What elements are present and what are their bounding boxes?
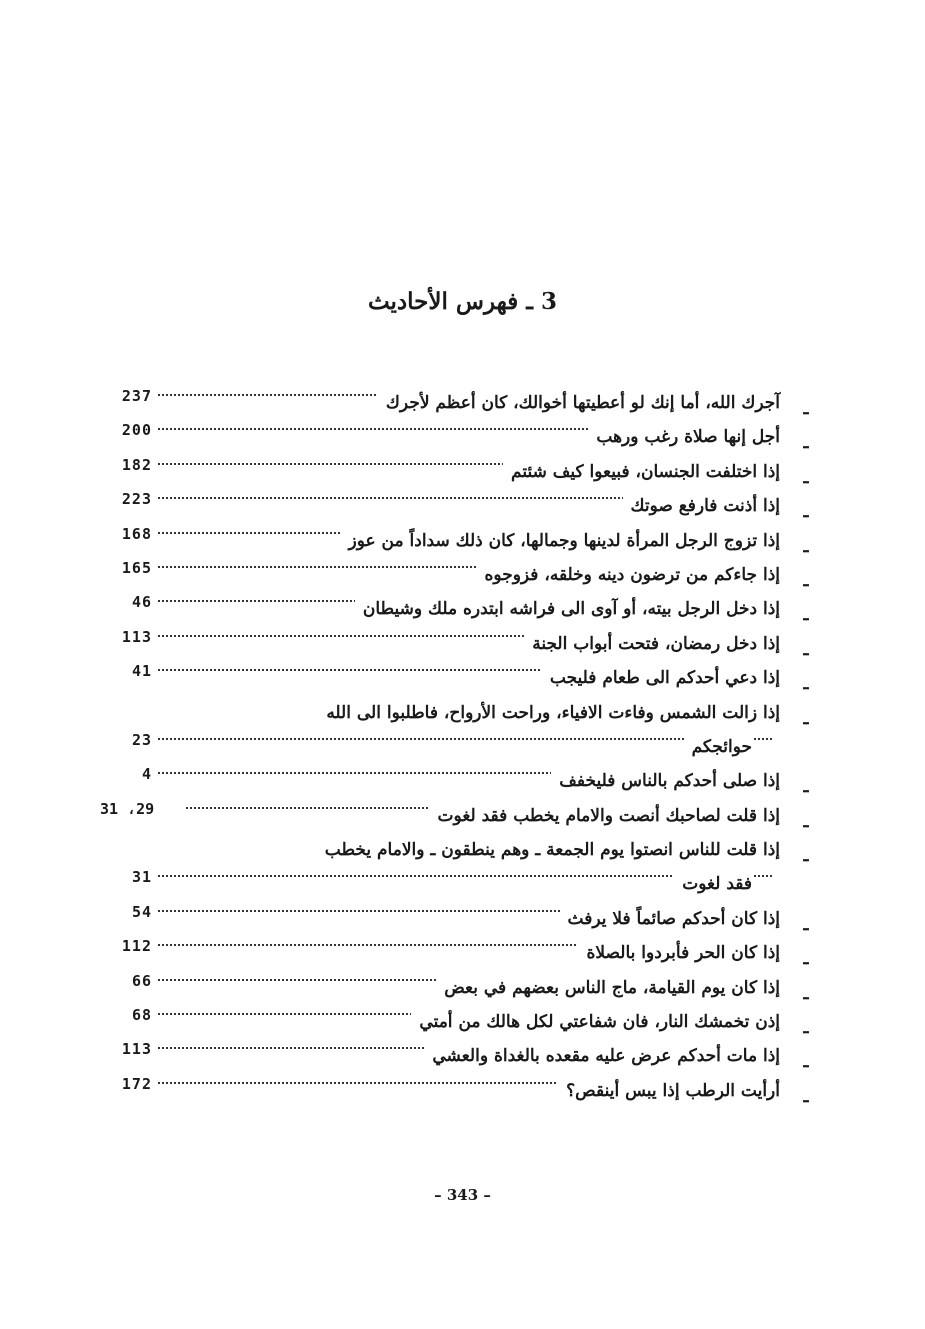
entry-page-number: 182 bbox=[100, 455, 158, 475]
entry-continuation bbox=[100, 730, 812, 764]
entry-page-number: 29، 31 bbox=[100, 799, 186, 819]
index-entry bbox=[100, 902, 812, 936]
entry-dash: ـ bbox=[803, 570, 809, 591]
entry-dash: ـ bbox=[803, 846, 809, 867]
index-entry bbox=[100, 971, 812, 1005]
entry-dash: ـ bbox=[803, 1052, 809, 1073]
entry-page-number: 200 bbox=[100, 420, 158, 440]
entry-text: إذا صلى أحدكم بالناس فليخفف bbox=[551, 764, 780, 798]
entry-text: إذا دخل رمضان، فتحت أبواب الجنة bbox=[524, 627, 780, 661]
entry-page-number: 113 bbox=[100, 627, 158, 647]
hadith-index-list bbox=[100, 386, 812, 1108]
entry-dash: ـ bbox=[803, 983, 809, 1004]
entry-text: أجل إنها صلاة رغب ورهب bbox=[588, 420, 780, 454]
index-entry bbox=[100, 627, 812, 661]
entry-text: إذا مات أحدكم عرض عليه مقعده بالغداة والعشي bbox=[424, 1039, 780, 1073]
entry-page-number: 46 bbox=[100, 592, 158, 612]
entry-page-number: 168 bbox=[100, 524, 158, 544]
index-entry bbox=[100, 764, 812, 798]
entry-continuation bbox=[100, 867, 812, 901]
entry-dash: ـ bbox=[803, 674, 809, 695]
entry-page-number: 165 bbox=[100, 558, 158, 578]
index-entry bbox=[100, 1074, 812, 1108]
index-entry bbox=[100, 1005, 812, 1039]
entry-dash: ـ bbox=[803, 811, 809, 832]
entry-text: آجرك الله، أما إنك لو أعطيتها أخوالك، كان أعظم لأجرك bbox=[378, 386, 780, 420]
entry-dash: ـ bbox=[803, 914, 809, 935]
entry-text: إذا كان الحر فأبردوا بالصلاة bbox=[578, 936, 780, 970]
entry-dash: ـ bbox=[803, 502, 809, 523]
index-entry bbox=[100, 420, 812, 454]
entry-page-number: 31 bbox=[100, 867, 158, 887]
index-entry bbox=[100, 558, 812, 592]
index-entry bbox=[100, 455, 812, 489]
entry-page-number: 4 bbox=[100, 764, 158, 784]
page-title: 3 ـ فهرس الأحاديث bbox=[367, 288, 558, 315]
index-entry bbox=[100, 1039, 812, 1073]
index-entry bbox=[100, 696, 812, 765]
index-entry bbox=[100, 524, 812, 558]
entry-text: إذا كان يوم القيامة، ماج الناس بعضهم في بعض bbox=[436, 971, 780, 1005]
entry-text-continuation: حوائجكم bbox=[684, 730, 752, 764]
entry-page-number: 113 bbox=[100, 1039, 158, 1059]
entry-text: إذا جاءكم من ترضون دينه وخلقه، فزوجوه bbox=[477, 558, 780, 592]
dot-leader bbox=[158, 738, 772, 740]
entry-text: إذا كان أحدكم صائماً فلا يرفث bbox=[560, 902, 780, 936]
entry-page-number: 68 bbox=[100, 1005, 158, 1025]
entry-dash: ـ bbox=[803, 433, 809, 454]
entry-text: إذا تزوج الرجل المرأة لدينها وجمالها، كان ذلك سداداً من عوز bbox=[341, 524, 781, 558]
entry-text: إذا اختلفت الجنسان، فبيعوا كيف شئتم bbox=[503, 455, 780, 489]
index-entry bbox=[100, 386, 812, 420]
entry-page-number: 223 bbox=[100, 489, 158, 509]
entry-page-number: 66 bbox=[100, 971, 158, 991]
entry-dash: ـ bbox=[803, 639, 809, 660]
entry-page-number: 41 bbox=[100, 661, 158, 681]
entry-text: إذا قلت لصاحبك أنصت والامام يخطب فقد لغوت bbox=[430, 799, 780, 833]
index-entry bbox=[100, 936, 812, 970]
entry-dash: ـ bbox=[803, 1086, 809, 1107]
entry-text: إذا دخل الرجل بيته، أو آوى الى فراشه ابتدره ملك وشيطان bbox=[355, 592, 780, 626]
entry-page-number: 23 bbox=[100, 730, 158, 750]
entry-text: إذا قلت للناس انصتوا يوم الجمعة ـ وهم ينطقون ـ والامام يخطب bbox=[317, 833, 780, 867]
entry-dash: ـ bbox=[803, 708, 809, 729]
index-entry bbox=[100, 661, 812, 695]
entry-text: إذا زالت الشمس وفاءت الافياء، وراحت الأرواح، فاطلبوا الى الله bbox=[318, 696, 780, 730]
entry-dash: ـ bbox=[803, 536, 809, 557]
index-entry bbox=[100, 592, 812, 626]
entry-page-number: 112 bbox=[100, 936, 158, 956]
entry-dash: ـ bbox=[803, 605, 809, 626]
index-entry bbox=[100, 799, 812, 833]
entry-dash: ـ bbox=[803, 467, 809, 488]
entry-dash: ـ bbox=[803, 949, 809, 970]
entry-text-continuation: فقد لغوت bbox=[674, 867, 752, 901]
entry-page-number: 237 bbox=[100, 386, 158, 406]
index-entry bbox=[100, 489, 812, 523]
entry-text: أرأيت الرطب إذا يبس أينقص؟ bbox=[558, 1074, 780, 1108]
entry-page-number: 54 bbox=[100, 902, 158, 922]
entry-text: إذا أذنت فارفع صوتك bbox=[623, 489, 780, 523]
page-number: – 343 – bbox=[434, 1186, 491, 1204]
entry-text: إذا دعي أحدكم الى طعام فليجب bbox=[542, 661, 780, 695]
entry-dash: ـ bbox=[803, 399, 809, 419]
entry-text: إذن تخمشك النار، فان شفاعتي لكل هالك من أمتي bbox=[411, 1005, 780, 1039]
entry-page-number: 172 bbox=[100, 1074, 158, 1094]
index-entry bbox=[100, 833, 812, 902]
entry-dash: ـ bbox=[803, 1018, 809, 1039]
entry-dash: ـ bbox=[803, 777, 809, 798]
